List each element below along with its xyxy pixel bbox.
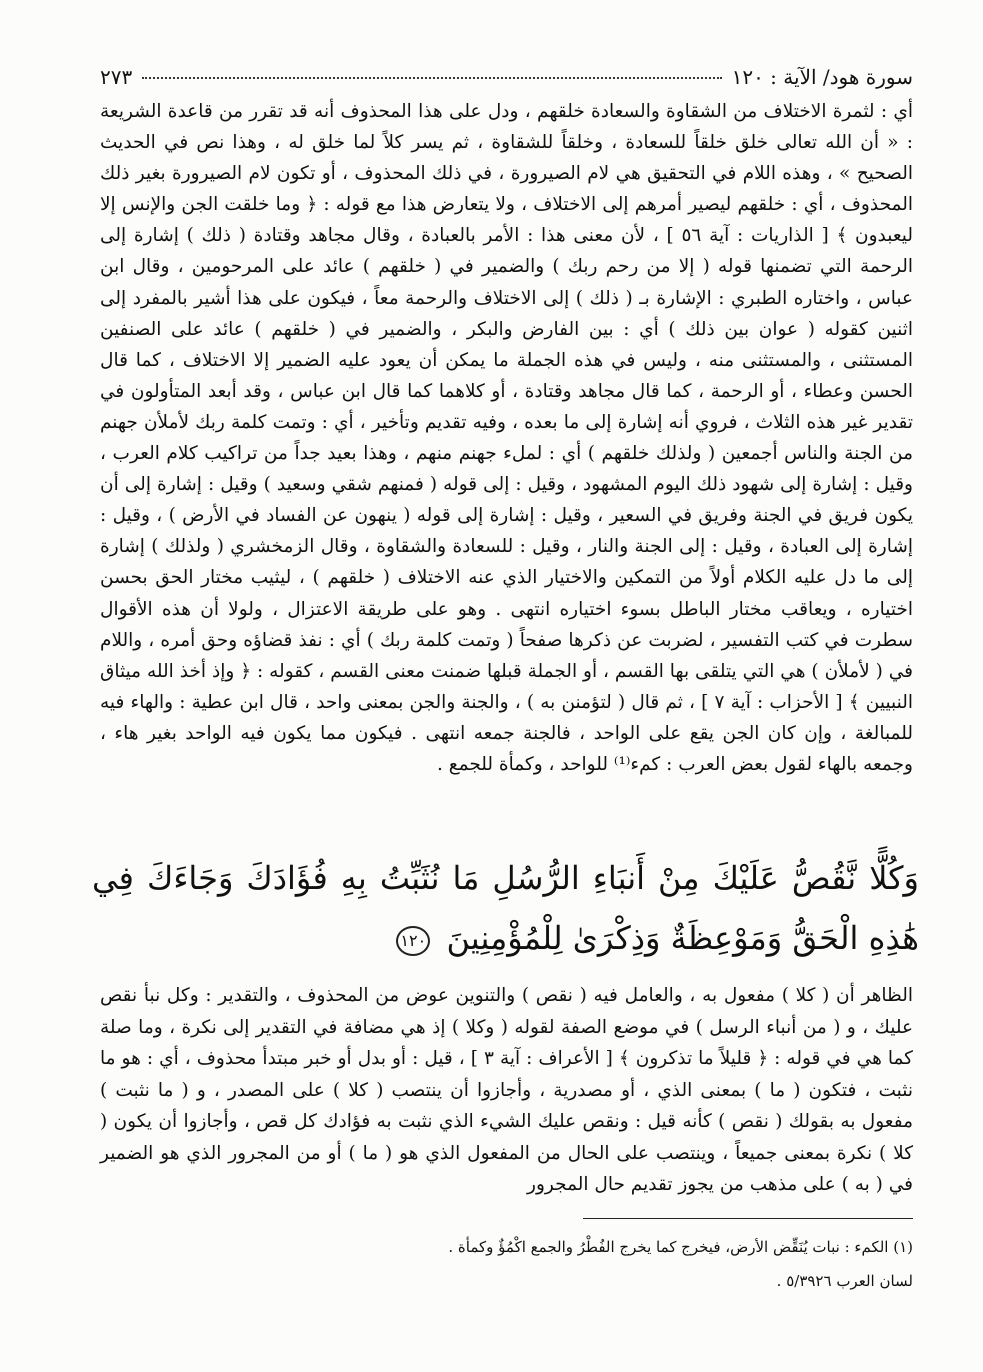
footnote-1: (١) الكمء : نبات يُنَقِّض الأرض، فيخرج كما يخرج الفُطْرُ والجمع اكْمُؤٌ وكمأة . xyxy=(448,1238,913,1256)
page-header xyxy=(100,60,913,94)
footnote-source: لسان العرب ٥/٣٩٢٦ . xyxy=(776,1272,913,1290)
tafsir-paragraph: الظاهر أن ( كلا ) مفعول به ، والعامل فيه ( نقص ) والتنوين عوض من المحذوف ، والتقدير : وكل نبأ نقص عليك ، و ( من أنباء الرسل ) في موضع الصفة لقوله ( وكلا ) إذ هي مضافة في التقدير إلى نكرة ، وما صلة كما هي في قوله : ﴿ قليلاً ما تذكرون ﴾ [ الأعراف : آية ٣ ] ، قيل : أو بدل أو خبر مبتدأ محذوف ، أي : هو ما نثبت ، فتكون ( ما ) بمعنى الذي ، أو مصدرية ، وأجازوا أن ينتصب ( كلا ) على المصدر ، و ( ما نثبت ) مفعول به بقولك ( نقص ) كأنه قيل : ونقص عليك الشيء الذي نثبت به فؤادك كل قص ، وأجازوا أن يكون ( كلا ) نكرة بمعنى جميعاً ، وينتصب على الحال من المفعول الذي هو ( ما ) أو من المجرور الذي هو الضمير في ( به ) على مذهب من يجوز تقديم حال المجرور xyxy=(100,985,913,1195)
footnote-divider xyxy=(583,1218,913,1219)
verse-text: وَكُلًّا نَّقُصُّ عَلَيْكَ مِنْ أَنبَاءِ الرُّسُلِ مَا نُثَبِّتُ بِهِ فُؤَادَكَ وَجَاءَكَ فِي هَٰذِهِ الْحَقُّ وَمَوْعِظَةٌ وَذِكْرَىٰ لِلْمُؤْمِنِينَ xyxy=(92,859,919,957)
surah-label: سورة هود/ الآية : ١٢٠ xyxy=(731,65,913,89)
quran-verse xyxy=(92,848,919,968)
commentary-paragraph: أي : لثمرة الاختلاف من الشقاوة والسعادة خلقهم ، ودل على هذا المحذوف أنه قد تقرر من قاعدة الشريعة : « أن الله تعالى خلق خلقاً للسعادة ، وخلقاً للشقاوة ، ثم يسر كلاً لما خلق له ، وهذا نص في الحديث الصحيح » ، وهذه اللام في التحقيق هي لام الصيرورة ، في ذلك المحذوف ، أو تكون لام الصيرورة بغير ذلك المحذوف ، أي : خلقهم ليصير أمرهم إلى الاختلاف ، ولا يتعارض هذا مع قوله : ﴿ وما خلقت الجن والإنس إلا ليعبدون ﴾ [ الذاريات : آية ٥٦ ] ، لأن معنى هذا : الأمر بالعبادة ، وقال مجاهد وقتادة ( ذلك ) إشارة إلى الرحمة التي تضمنها قوله ( إلا من رحم ربك ) والضمير في ( خلقهم ) عائد على المرحومين ، وقال ابن عباس ، واختاره الطبري : الإشارة بـ ( ذلك ) إلى الاختلاف والرحمة معاً ، فيكون على هذا أشير بالمفرد إلى اثنين كقوله ( عوان بين ذلك ) أي : بين الفارض والبكر ، والضمير في ( خلقهم ) عائد على الصنفين المستثنى ، والمستثنى منه ، وليس في هذه الجملة ما يمكن أن يعود عليه الضمير إلا الاختلاف ، كما قال الحسن وعطاء ، أو الرحمة ، كما قال مجاهد وقتادة ، أو كلاهما كما قال ابن عباس ، وقد أبعد المتأولون في تقدير غير هذه الثلاث ، فروي أنه إشارة إلى ما بعده ، وفيه تقديم وتأخير ، أي : وتمت كلمة ربك لأملأن جهنم من الجنة والناس أجمعين ( ولذلك خلقهم ) أي : لملء جهنم منهم ، وهذا بعيد جداً من تراكيب كلام العرب ، وقيل : إشارة إلى شهود ذلك اليوم المشهود ، وقيل : إلى قوله ( فمنهم شقي وسعيد ) وقيل : إشارة إلى أن يكون فريق في الجنة وفريق في السعير ، وقيل : إشارة إلى قوله ( ينهون عن الفساد في الأرض ) ، وقيل : إشارة إلى العبادة ، وقيل : إلى الجنة والنار ، وقيل : للسعادة والشقاوة ، وقال الزمخشري ( ولذلك ) إشارة إلى ما دل عليه الكلام أولاً من التمكين والاختيار الذي عنه الاختلاف ( خلقهم ) ، ليثيب مختار الحق بحسن اختياره ، ويعاقب مختار الباطل بسوء اختياره انتهى . وهو على طريقة الاعتزال ، ولولا أن هذه الأقوال سطرت في كتب التفسير ، لضربت عن ذكرها صفحاً ( وتمت كلمة ربك ) أي : نفذ قضاؤه وحق أمره ، واللام في ( لأملأن ) هي التي يتلقى بها القسم ، أو الجملة قبلها ضمنت معنى القسم ، كقوله : ﴿ وإذ أخذ الله ميثاق النبيين ﴾ [ الأحزاب : آية ٧ ] ، ثم قال ( لتؤمنن به ) ، والجنة والجن بمعنى واحد ، قال ابن عطية : والهاء فيه للمبالغة ، وإن كان الجن يقع على الواحد ، فالجنة جمعه انتهى . فيكون مما يكون فيه الواحد بغير هاء ، وجمعه بالهاء لقول بعض العرب : كمء⁽¹⁾ للواحد ، وكمأة للجمع . xyxy=(100,101,913,775)
verse-number-marker: ١٢٠ xyxy=(396,926,430,956)
tafsir-section xyxy=(100,980,913,1201)
page-number: ٢٧٣ xyxy=(100,65,133,89)
commentary-section xyxy=(100,96,913,780)
footnotes-section xyxy=(100,1230,913,1298)
header-dotted-leader xyxy=(142,76,721,79)
